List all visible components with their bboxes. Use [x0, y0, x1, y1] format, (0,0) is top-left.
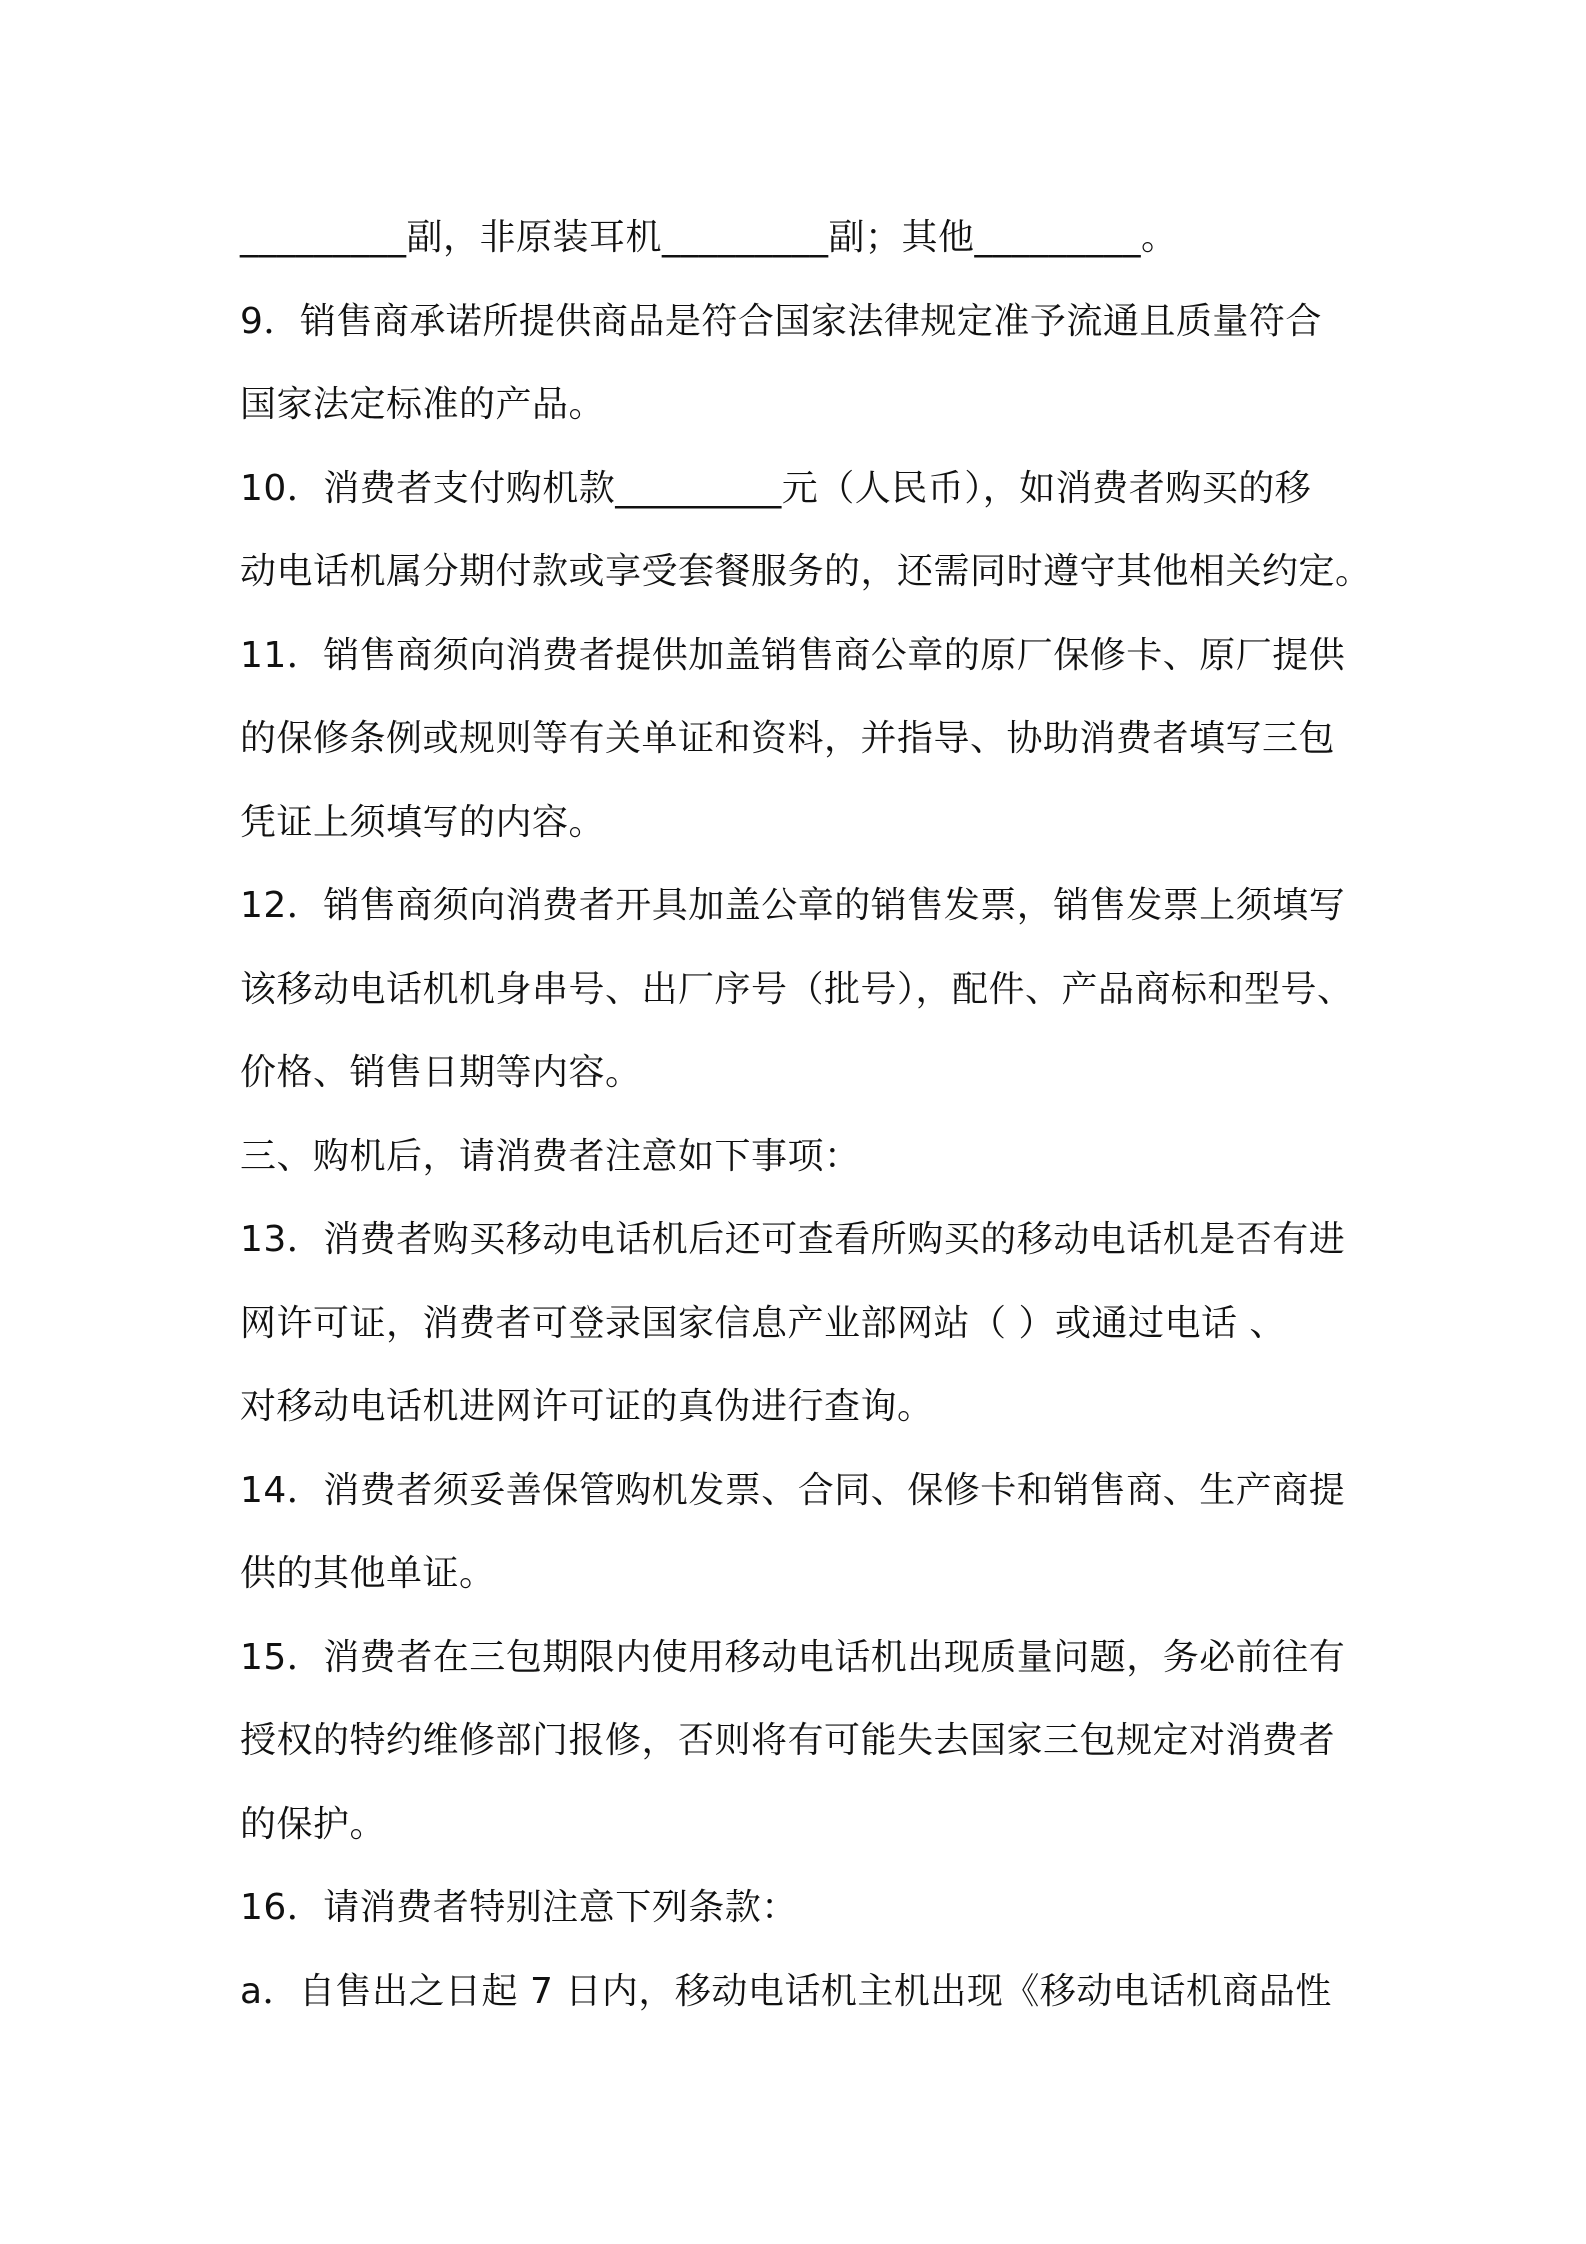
clause-13-line-1: 13．消费者购买移动电话机后还可查看所购买的移动电话机是否有进 [240, 1219, 1346, 1260]
accessory-count-line: _________副，非原装耳机_________副；其他_________。 [240, 217, 1178, 258]
clause-16a-line-1: a．自售出之日起 7 日内，移动电话机主机出现《移动电话机商品性 [240, 1970, 1332, 2012]
clause-12-line-1: 12．销售商须向消费者开具加盖公章的销售发票，销售发票上须填写 [240, 885, 1346, 926]
clause-15-line-2: 授权的特约维修部门报修，否则将有可能失去国家三包规定对消费者 [240, 1720, 1336, 1761]
clause-14-line-1: 14．消费者须妥善保管购机发票、合同、保修卡和销售商、生产商提 [240, 1469, 1346, 1511]
clause-15-line-1: 15．消费者在三包期限内使用移动电话机出现质量问题，务必前往有 [240, 1636, 1346, 1678]
clause-10-line-1: 10．消费者支付购机款_________元（人民币），如消费者购买的移 [240, 467, 1312, 509]
clause-11-line-1: 11．销售商须向消费者提供加盖销售商公章的原厂保修卡、原厂提供 [240, 634, 1346, 676]
clause-16-heading: 16．请消费者特别注意下列条款： [240, 1887, 798, 1928]
clause-12-line-3: 价格、销售日期等内容。 [240, 1052, 642, 1093]
clause-13-line-3: 对移动电话机进网许可证的真伪进行查询。 [240, 1386, 934, 1427]
clause-11-line-2: 的保修条例或规则等有关单证和资料，并指导、协助消费者填写三包 [240, 718, 1336, 759]
clause-12-line-2: 该移动电话机机身串号、出厂序号（批号），配件、产品商标和型号、 [240, 968, 1354, 1010]
clause-14-line-2: 供的其他单证。 [240, 1553, 496, 1594]
section-3-heading: 三、购机后，请消费者注意如下事项： [240, 1135, 861, 1177]
clause-9-line-1: 9．销售商承诺所提供商品是符合国家法律规定准予流通且质量符合 [240, 300, 1322, 342]
clause-13-line-2: 网许可证，消费者可登录国家信息产业部网站（ ）或通过电话 、 [240, 1302, 1286, 1344]
clause-10-line-2: 动电话机属分期付款或享受套餐服务的，还需同时遵守其他相关约定。 [240, 551, 1372, 592]
clause-15-line-3: 的保护。 [240, 1803, 387, 1845]
clause-11-line-3: 凭证上须填写的内容。 [240, 801, 606, 843]
document-body [240, 196, 1380, 2033]
clause-9-line-2: 国家法定标准的产品。 [240, 384, 606, 425]
